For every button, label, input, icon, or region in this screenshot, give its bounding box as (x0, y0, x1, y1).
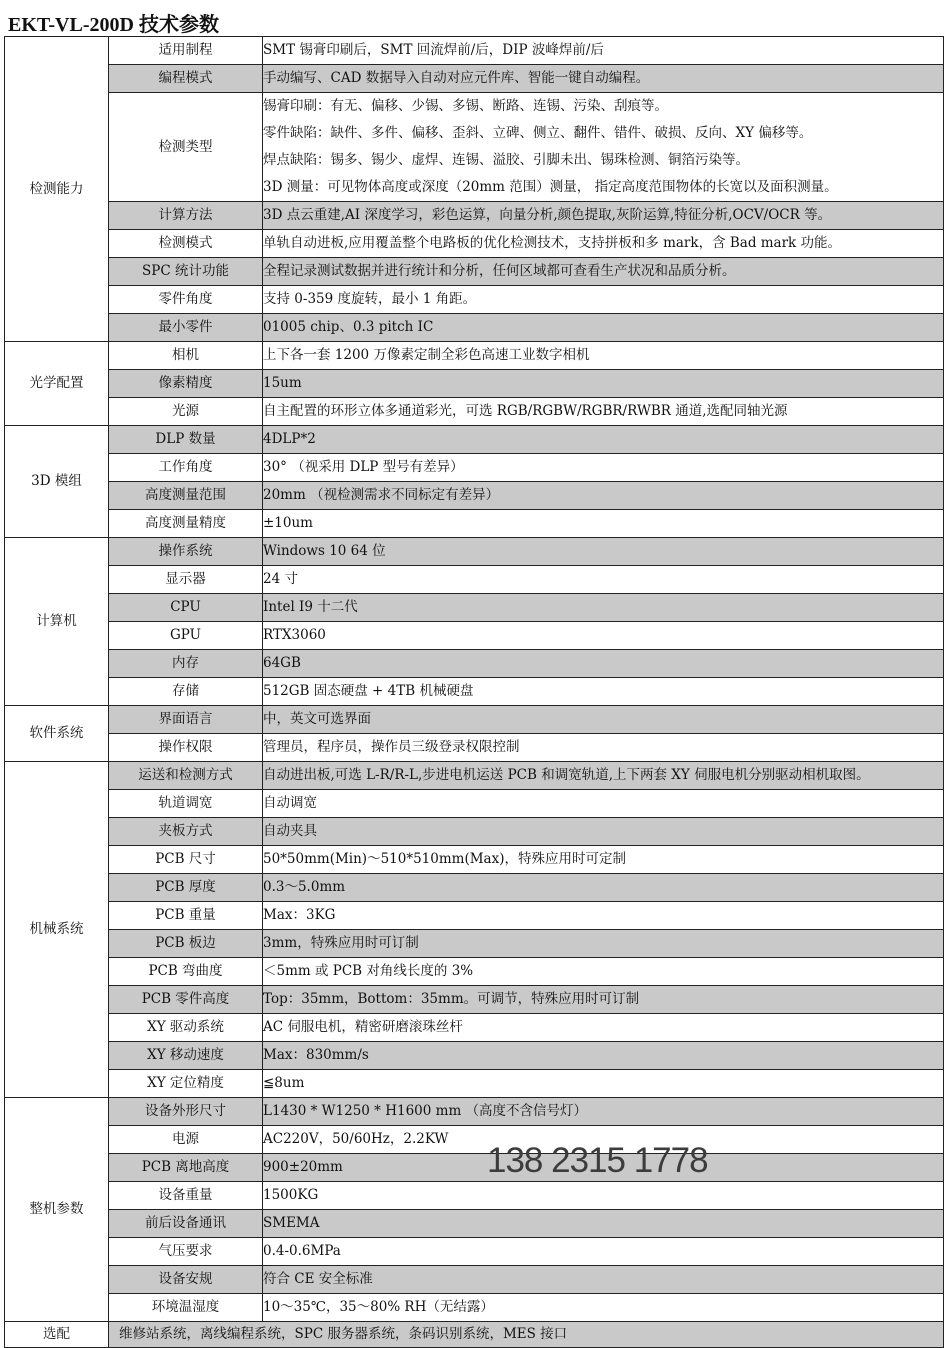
spec-item-value (263, 37, 944, 65)
spec-item-label: 检测模式 (109, 230, 263, 258)
section-name: 光学配置 (5, 342, 109, 426)
spec-row (5, 426, 944, 454)
options-value: 维修站系统，离线编程系统，SPC 服务器系统，条码识别系统，MES 接口 (109, 1322, 944, 1348)
spec-item-label: 高度测量范围 (109, 482, 263, 510)
spec-item-value (263, 1098, 944, 1126)
spec-item-value (263, 370, 944, 398)
spec-row (5, 93, 944, 202)
spec-value-line: 20mm （视检测需求不同标定有差异） (263, 487, 500, 503)
spec-item-value (263, 510, 944, 538)
spec-item-label: 电源 (109, 1126, 263, 1154)
spec-item-label: 相机 (109, 342, 263, 370)
spec-row (5, 482, 944, 510)
spec-item-label: PCB 厚度 (109, 874, 263, 902)
spec-row (5, 538, 944, 566)
spec-value-line: 10～35℃，35～80% RH（无结露） (263, 1299, 494, 1315)
spec-value-line: 1500KG (263, 1187, 319, 1203)
spec-item-label: 存储 (109, 678, 263, 706)
spec-item-label: XY 定位精度 (109, 1070, 263, 1098)
spec-item-label: 操作权限 (109, 734, 263, 762)
spec-row (5, 762, 944, 790)
spec-row (5, 1210, 944, 1238)
section-name: 整机参数 (5, 1098, 109, 1322)
spec-item-label: SPC 统计功能 (109, 258, 263, 286)
spec-item-label: 零件角度 (109, 286, 263, 314)
spec-item-value (263, 454, 944, 482)
spec-value-line: 自动夹具 (263, 823, 317, 839)
spec-item-value (263, 426, 944, 454)
spec-item-value (263, 1070, 944, 1098)
spec-item-value (263, 706, 944, 734)
spec-value-line: 手动编写、CAD 数据导入自动对应元件库、智能一键自动编程。 (263, 70, 650, 86)
spec-row (5, 902, 944, 930)
spec-value-line: 3D 点云重建,AI 深度学习，彩色运算，向量分析,颜色提取,灰阶运算,特征分析,OCV/OCR 等。 (263, 207, 832, 223)
spec-item-label: 最小零件 (109, 314, 263, 342)
spec-item-label: 适用制程 (109, 37, 263, 65)
spec-item-value (263, 202, 944, 230)
spec-value-line: AC 伺服电机，精密研磨滚珠丝杆 (263, 1019, 463, 1035)
spec-item-value (263, 734, 944, 762)
spec-item-label: GPU (109, 622, 263, 650)
spec-row (5, 874, 944, 902)
spec-value-line: 30° （视采用 DLP 型号有差异） (263, 459, 464, 475)
spec-item-label: 设备外形尺寸 (109, 1098, 263, 1126)
spec-row (5, 930, 944, 958)
spec-item-value (263, 1266, 944, 1294)
spec-item-label: 环境温湿度 (109, 1294, 263, 1322)
spec-value-line: ＜5mm 或 PCB 对角线长度的 3% (263, 963, 474, 979)
spec-item-value (263, 902, 944, 930)
spec-item-value (263, 538, 944, 566)
spec-item-label: 设备重量 (109, 1182, 263, 1210)
spec-item-value (263, 482, 944, 510)
spec-value-line: Windows 10 64 位 (263, 543, 386, 559)
spec-value-line: 焊点缺陷：锡多、锡少、虚焊、连锡、溢胶、引脚未出、锡珠检测、铜箔污染等。 (263, 152, 749, 168)
spec-row (5, 790, 944, 818)
spec-value-line: 零件缺陷：缺件、多件、偏移、歪斜、立碑、侧立、翻件、错件、破损、反向、XY 偏移等。 (263, 125, 813, 141)
spec-item-value (263, 566, 944, 594)
spec-item-label: 界面语言 (109, 706, 263, 734)
spec-item-value (263, 65, 944, 93)
spec-value-line: 单轨自动进板,应用覆盖整个电路板的优化检测技术，支持拼板和多 mark，含 Bad mark 功能。 (263, 235, 842, 251)
spec-value-line: 自动调宽 (263, 795, 317, 811)
spec-item-value (263, 398, 944, 426)
spec-value-line: SMEMA (263, 1215, 320, 1231)
spec-item-value (263, 762, 944, 790)
document-title: EKT-VL-200D 技术参数 (8, 14, 219, 36)
spec-table (4, 36, 944, 1348)
spec-item-label: 高度测量精度 (109, 510, 263, 538)
spec-item-value (263, 650, 944, 678)
spec-row (5, 1098, 944, 1126)
spec-row (5, 370, 944, 398)
spec-item-value (263, 1210, 944, 1238)
spec-item-label: 夹板方式 (109, 818, 263, 846)
spec-item-label: DLP 数量 (109, 426, 263, 454)
spec-row (5, 314, 944, 342)
spec-item-label: CPU (109, 594, 263, 622)
spec-item-value (263, 1182, 944, 1210)
section-name: 计算机 (5, 538, 109, 706)
spec-value-line: Intel I9 十二代 (263, 599, 358, 615)
options-row (5, 1322, 944, 1348)
spec-item-value (263, 846, 944, 874)
spec-row (5, 398, 944, 426)
spec-item-label: PCB 零件高度 (109, 986, 263, 1014)
spec-value-line: 512GB 固态硬盘 + 4TB 机械硬盘 (263, 683, 474, 699)
spec-item-label: PCB 离地高度 (109, 1154, 263, 1182)
spec-item-value (263, 930, 944, 958)
spec-value-line: 管理员，程序员，操作员三级登录权限控制 (263, 739, 520, 755)
spec-value-line: 自动进出板,可选 L-R/R-L,步进电机运送 PCB 和调宽轨道,上下两套 XY 伺服电机分别驱动相机取图。 (263, 767, 870, 783)
spec-value-line: 上下各一套 1200 万像素定制全彩色高速工业数字相机 (263, 347, 590, 363)
spec-row (5, 1014, 944, 1042)
spec-value-line: 锡膏印刷：有无、偏移、少锡、多锡、断路、连锡、污染、刮痕等。 (263, 98, 668, 114)
spec-value-line: SMT 锡膏印刷后，SMT 回流焊前/后，DIP 波峰焊前/后 (263, 42, 604, 58)
spec-table-body (5, 37, 944, 1348)
spec-item-value (263, 258, 944, 286)
section-name: 软件系统 (5, 706, 109, 762)
spec-item-value (263, 958, 944, 986)
options-label: 选配 (5, 1322, 109, 1348)
spec-value-line: AC220V，50/60Hz，2.2KW (263, 1131, 449, 1147)
spec-item-label: 编程模式 (109, 65, 263, 93)
spec-row (5, 1126, 944, 1154)
spec-value-line: Max：830mm/s (263, 1047, 369, 1063)
spec-item-label: 计算方法 (109, 202, 263, 230)
spec-value-line: ±10um (263, 515, 313, 531)
spec-item-value (263, 314, 944, 342)
spec-value-line: L1430 * W1250 * H1600 mm （高度不含信号灯） (263, 1103, 588, 1119)
spec-row (5, 1238, 944, 1266)
spec-value-line: 64GB (263, 655, 301, 671)
spec-value-line: 自主配置的环形立体多通道彩光，可选 RGB/RGBW/RGBR/RWBR 通道,选配同轴光源 (263, 403, 788, 419)
spec-item-value (263, 230, 944, 258)
spec-item-value (263, 1294, 944, 1322)
spec-row (5, 230, 944, 258)
spec-item-label: 检测类型 (109, 93, 263, 202)
spec-row (5, 37, 944, 65)
phone-watermark: 138 2315 1778 (487, 1141, 708, 1180)
spec-item-label: 设备安规 (109, 1266, 263, 1294)
spec-item-label: 前后设备通讯 (109, 1210, 263, 1238)
spec-value-line: 4DLP*2 (263, 431, 316, 447)
spec-value-line: 50*50mm(Min)～510*510mm(Max)，特殊应用时可定制 (263, 851, 626, 867)
spec-row (5, 846, 944, 874)
spec-item-value (263, 622, 944, 650)
spec-value-line: 3mm，特殊应用时可订制 (263, 935, 419, 951)
spec-item-value (263, 986, 944, 1014)
spec-row (5, 510, 944, 538)
spec-item-value (263, 342, 944, 370)
spec-value-line: 全程记录测试数据并进行统计和分析，任何区域都可查看生产状况和品质分析。 (263, 263, 736, 279)
spec-item-label: 操作系统 (109, 538, 263, 566)
spec-item-label: PCB 弯曲度 (109, 958, 263, 986)
spec-item-label: 工作角度 (109, 454, 263, 482)
spec-item-value (263, 286, 944, 314)
spec-item-label: 轨道调宽 (109, 790, 263, 818)
spec-row (5, 454, 944, 482)
spec-value-line: 符合 CE 安全标准 (263, 1271, 373, 1287)
spec-value-line: Max：3KG (263, 907, 336, 923)
spec-row (5, 734, 944, 762)
spec-value-line: 0.4-0.6MPa (263, 1243, 341, 1259)
spec-item-label: 内存 (109, 650, 263, 678)
section-name: 检测能力 (5, 37, 109, 342)
spec-item-value (263, 93, 944, 202)
spec-item-value (263, 594, 944, 622)
spec-row (5, 622, 944, 650)
spec-value-line: 24 寸 (263, 571, 298, 587)
spec-item-label: PCB 重量 (109, 902, 263, 930)
spec-item-value (263, 1042, 944, 1070)
spec-value-line: 3D 测量：可见物体高度或深度（20mm 范围）测量， 指定高度范围物体的长宽以及面积测量。 (263, 179, 838, 195)
spec-row (5, 342, 944, 370)
spec-value-line: 支持 0-359 度旋转，最小 1 角距。 (263, 291, 477, 307)
spec-item-label: 运送和检测方式 (109, 762, 263, 790)
section-name: 机械系统 (5, 762, 109, 1098)
spec-item-label: XY 移动速度 (109, 1042, 263, 1070)
spec-row (5, 1070, 944, 1098)
spec-item-value (263, 790, 944, 818)
spec-item-value (263, 874, 944, 902)
section-name: 3D 模组 (5, 426, 109, 538)
spec-row (5, 1294, 944, 1322)
spec-value-line: Top：35mm，Bottom：35mm。可调节，特殊应用时可订制 (263, 991, 640, 1007)
spec-item-label: 显示器 (109, 566, 263, 594)
spec-row (5, 1154, 944, 1182)
spec-item-value (263, 1238, 944, 1266)
spec-value-line: 900±20mm (263, 1159, 343, 1175)
spec-row (5, 650, 944, 678)
spec-row (5, 202, 944, 230)
spec-value-line: RTX3060 (263, 627, 326, 643)
spec-value-line: ≦8um (263, 1075, 305, 1091)
spec-value-line: 15um (263, 375, 302, 391)
spec-value-line: 01005 chip、0.3 pitch IC (263, 319, 434, 335)
spec-row (5, 1042, 944, 1070)
spec-item-label: 像素精度 (109, 370, 263, 398)
spec-row (5, 1182, 944, 1210)
spec-item-label: PCB 尺寸 (109, 846, 263, 874)
spec-row (5, 65, 944, 93)
spec-item-value (263, 678, 944, 706)
spec-row (5, 1266, 944, 1294)
spec-value-line: 0.3～5.0mm (263, 879, 346, 895)
spec-item-value (263, 818, 944, 846)
spec-row (5, 286, 944, 314)
spec-item-label: 气压要求 (109, 1238, 263, 1266)
spec-item-label: 光源 (109, 398, 263, 426)
spec-row (5, 818, 944, 846)
spec-row (5, 566, 944, 594)
spec-row (5, 986, 944, 1014)
spec-item-value (263, 1014, 944, 1042)
spec-row (5, 958, 944, 986)
spec-row (5, 706, 944, 734)
spec-value-line: 中，英文可选界面 (263, 711, 371, 727)
spec-item-label: XY 驱动系统 (109, 1014, 263, 1042)
spec-row (5, 594, 944, 622)
spec-row (5, 678, 944, 706)
spec-item-label: PCB 板边 (109, 930, 263, 958)
spec-row (5, 258, 944, 286)
